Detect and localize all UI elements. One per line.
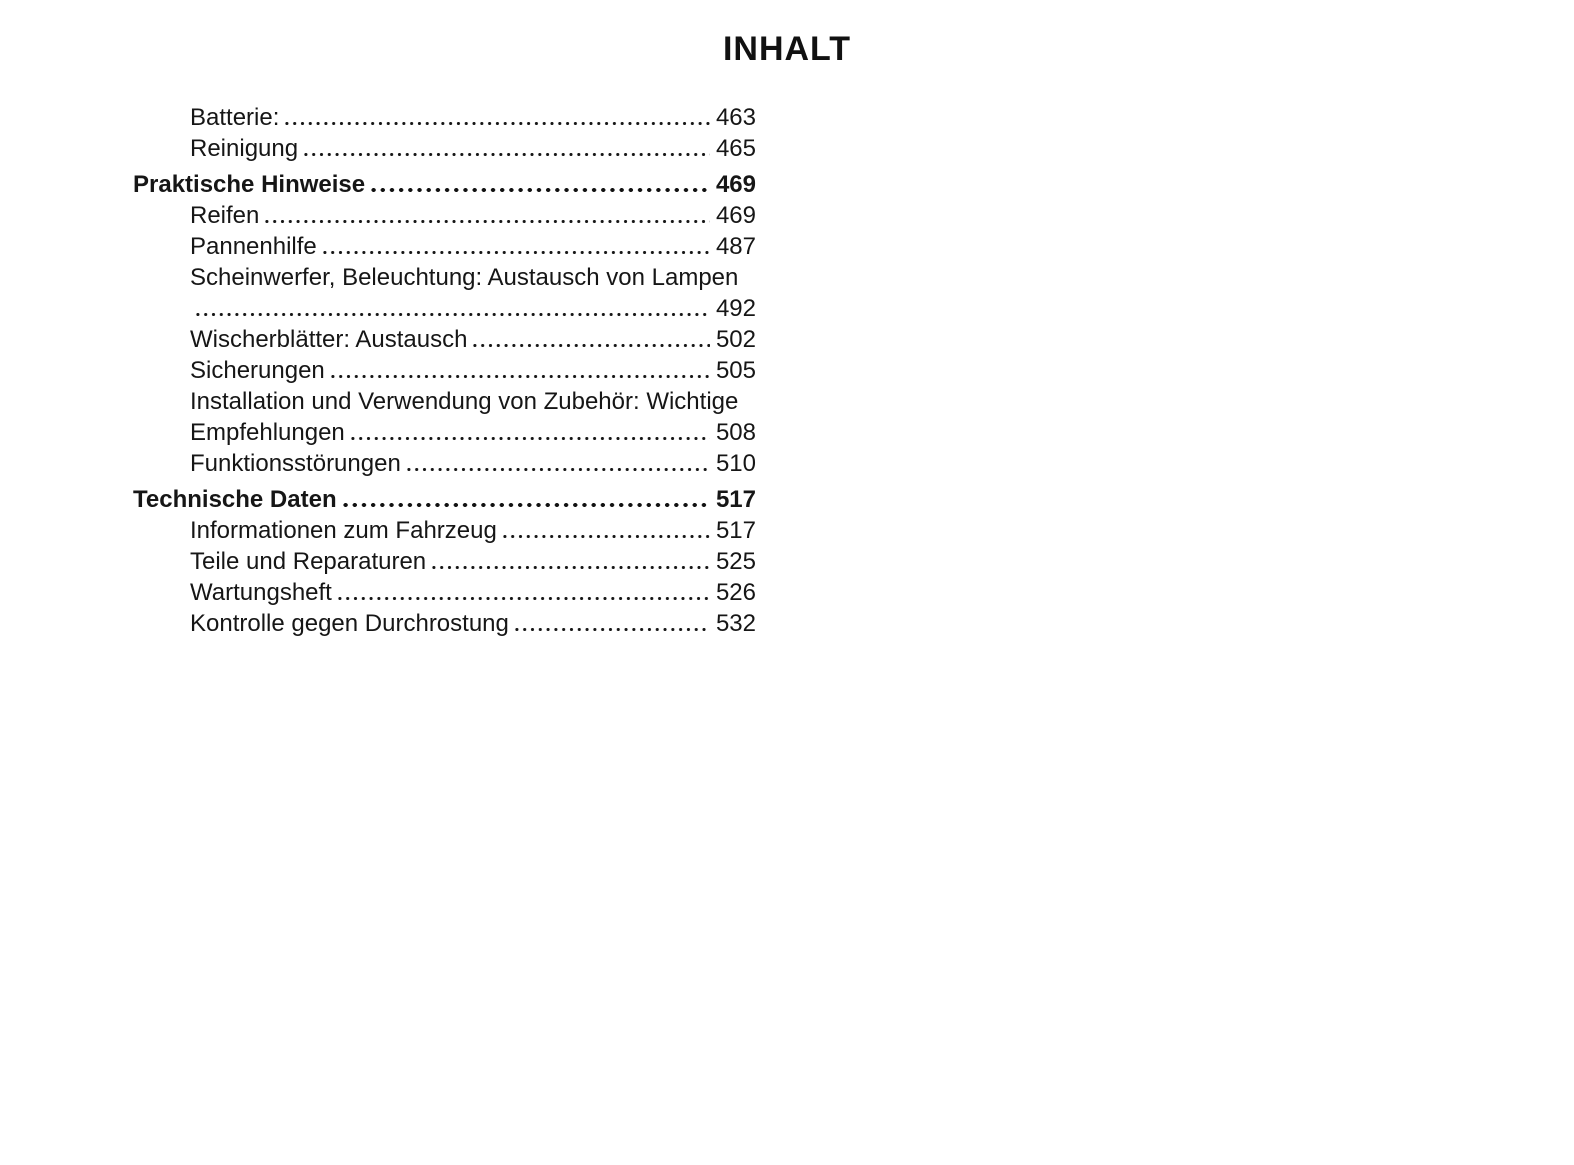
toc-entry-label: Reifen <box>190 202 260 229</box>
toc-entry-page: 469 <box>715 202 756 229</box>
toc-entry-line-last <box>133 577 756 608</box>
table-of-contents <box>133 102 756 639</box>
toc-entry-line <box>133 386 756 417</box>
toc-entry-line-last <box>133 417 756 448</box>
toc-entry <box>133 262 756 324</box>
toc-entry <box>133 231 756 262</box>
toc-entry-label: Scheinwerfer, Beleuchtung: Austausch von Lampen <box>190 264 739 291</box>
toc-entry-label: Sicherungen <box>190 357 325 384</box>
dot-leader <box>336 597 710 600</box>
toc-entry <box>133 102 756 133</box>
toc-entry-line-last <box>133 448 756 479</box>
toc-entry <box>133 386 756 448</box>
toc-entry-line-last <box>133 608 756 639</box>
toc-entry <box>133 169 756 200</box>
dot-leader <box>283 122 710 125</box>
toc-entry-line <box>133 262 756 293</box>
toc-entry-line-last <box>133 102 756 133</box>
toc-entry-label: Teile und Reparaturen <box>190 548 427 575</box>
toc-entry-line-last <box>133 515 756 546</box>
toc-entry <box>133 577 756 608</box>
dot-leader <box>501 535 710 538</box>
toc-entry-label: Informationen zum Fahrzeug <box>190 517 497 544</box>
toc-entry-page: 517 <box>715 517 756 544</box>
dot-leader <box>341 503 710 507</box>
dot-leader <box>329 375 710 378</box>
dot-leader <box>302 153 710 156</box>
toc-entry <box>133 484 756 515</box>
toc-entry-page: 487 <box>715 233 756 260</box>
dot-leader <box>321 251 710 254</box>
toc-entry <box>133 133 756 164</box>
toc-entry <box>133 324 756 355</box>
toc-entry <box>133 448 756 479</box>
dot-leader <box>369 188 710 192</box>
toc-entry-label: Pannenhilfe <box>190 233 317 260</box>
toc-entry-page: 517 <box>715 486 756 513</box>
dot-leader <box>263 220 710 223</box>
toc-entry-line-last <box>133 200 756 231</box>
toc-entry-line-last <box>133 133 756 164</box>
toc-entry <box>133 200 756 231</box>
toc-entry-label: Reinigung <box>190 135 299 162</box>
toc-entry-page: 510 <box>715 450 756 477</box>
dot-leader <box>405 468 710 471</box>
toc-entry-page: 526 <box>715 579 756 606</box>
toc-entry-page: 532 <box>715 610 756 637</box>
toc-entry-line-last <box>133 484 756 515</box>
toc-entry-label: Wischerblätter: Austausch <box>190 326 468 353</box>
toc-entry-page: 463 <box>715 104 756 131</box>
toc-entry-label: Kontrolle gegen Durchrostung <box>190 610 509 637</box>
dot-leader <box>471 344 710 347</box>
toc-entry-line-last <box>133 324 756 355</box>
toc-entry-page: 469 <box>715 171 756 198</box>
dot-leader <box>513 628 710 631</box>
toc-entry-label: Praktische Hinweise <box>133 171 366 198</box>
toc-entry-label: Installation und Verwendung von Zubehör: Wichtige <box>190 388 739 415</box>
toc-entry <box>133 355 756 386</box>
toc-entry <box>133 546 756 577</box>
toc-entry <box>133 608 756 639</box>
toc-entry-page: 492 <box>715 295 756 322</box>
toc-entry <box>133 515 756 546</box>
toc-entry-page: 502 <box>715 326 756 353</box>
toc-entry-line-last <box>133 293 756 324</box>
dot-leader <box>349 437 710 440</box>
toc-entry-page: 508 <box>715 419 756 446</box>
toc-entry-page: 525 <box>715 548 756 575</box>
page-title: INHALT <box>722 30 852 68</box>
toc-entry-page: 505 <box>715 357 756 384</box>
toc-entry-label: Wartungsheft <box>190 579 332 606</box>
toc-entry-label: Empfehlungen <box>190 419 345 446</box>
toc-entry-label: Funktionsstörungen <box>190 450 401 477</box>
toc-entry-line-last <box>133 355 756 386</box>
toc-entry-page: 465 <box>715 135 756 162</box>
toc-entry-line-last <box>133 546 756 577</box>
toc-entry-line-last <box>133 231 756 262</box>
toc-entry-label: Technische Daten <box>133 486 337 513</box>
dot-leader <box>194 313 710 316</box>
dot-leader <box>430 566 710 569</box>
toc-entry-line-last <box>133 169 756 200</box>
toc-entry-label: Batterie: <box>190 104 280 131</box>
